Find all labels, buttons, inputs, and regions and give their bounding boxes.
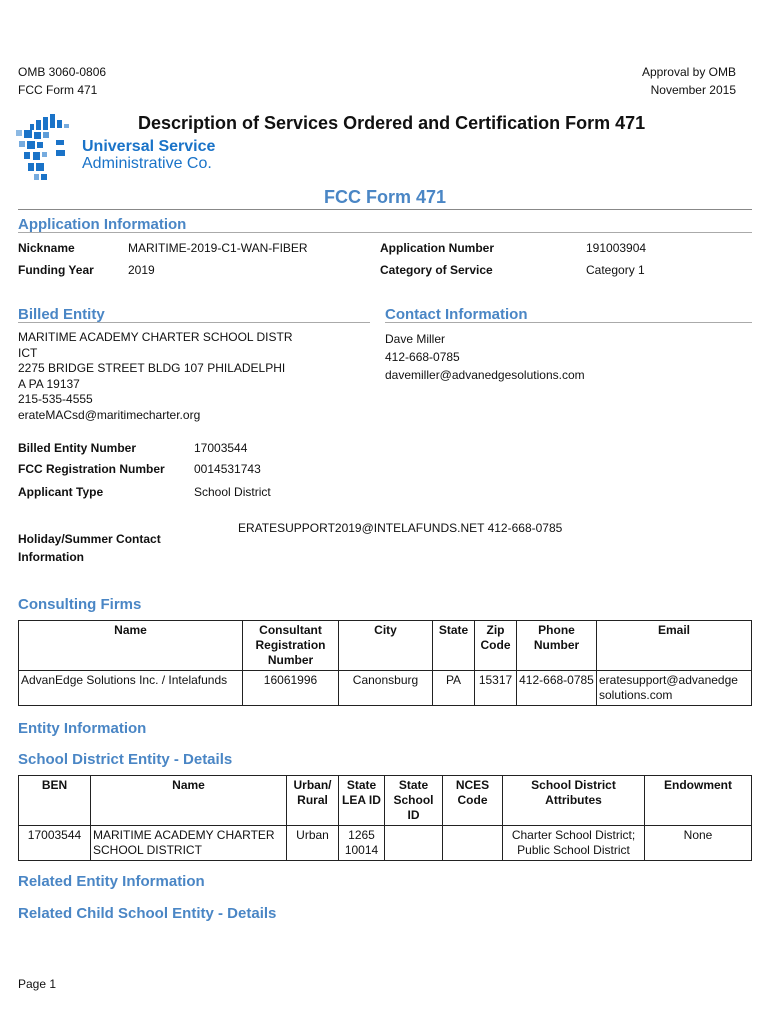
col-zip: [475, 621, 517, 671]
entity-urban-rural: Urban: [287, 826, 339, 861]
omb-number: OMB 3060-0806: [18, 65, 107, 79]
billed-entity-address: [18, 330, 292, 423]
firm-state: PA: [433, 671, 475, 706]
billed-entity-title: Billed Entity: [18, 306, 105, 323]
applicant-type-label: Applicant Type: [18, 485, 104, 499]
billed-entity-email: erateMACsd@maritimecharter.org: [18, 407, 201, 422]
col-district-attributes: [503, 776, 645, 826]
entity-district-attributes: [503, 826, 645, 861]
table-row: [19, 826, 752, 861]
header-line: School District: [531, 778, 616, 792]
entity-state-school-id: [385, 826, 443, 861]
application-divider: [18, 232, 752, 233]
firm-city: Canonsburg: [339, 671, 433, 706]
attr-line: Public School District: [517, 843, 630, 857]
nickname-label: Nickname: [18, 241, 75, 255]
col-urban-rural: [287, 776, 339, 826]
contact-block: [385, 330, 585, 384]
col-state-school-id: [385, 776, 443, 826]
holiday-contact-value: ERATESUPPORT2019@INTELAFUNDS.NET 412-668-0785: [238, 521, 563, 535]
address-line: 2275 BRIDGE STREET BLDG 107 PHILADELPHI: [18, 361, 286, 375]
col-entity-name: Name: [91, 776, 287, 826]
firm-email: [597, 671, 752, 706]
usac-logo-icon: [16, 114, 72, 184]
category-label: Category of Service: [380, 263, 493, 277]
omb-approval: Approval by OMB: [641, 65, 736, 79]
header-line: LEA ID: [342, 793, 381, 807]
firm-zip: 15317: [475, 671, 517, 706]
header-line: State: [398, 778, 429, 792]
holiday-label-line: Holiday/Summer Contact: [18, 532, 161, 546]
header-line: Registration: [255, 638, 326, 652]
category-value: Category 1: [586, 263, 645, 277]
holiday-label-line: Information: [18, 550, 84, 564]
page-title: Description of Services Ordered and Certification Form 471: [138, 113, 646, 133]
entity-name: [91, 826, 287, 861]
table-row: [19, 671, 752, 706]
header-line: Urban/: [293, 778, 332, 792]
entity-ben: 17003544: [19, 826, 91, 861]
header-line: ID: [407, 808, 420, 822]
billed-entity-divider: [18, 322, 370, 323]
col-phone: [517, 621, 597, 671]
logo-text-administrative: Administrative Co.: [82, 155, 212, 172]
billed-entity-phone: 215-535-4555: [18, 392, 93, 406]
email-line: eratesupport@advanedge: [599, 673, 738, 687]
name-line: MARITIME ACADEMY CHARTER: [93, 828, 275, 842]
table-header-row: [19, 621, 752, 671]
page-number: Page 1: [18, 977, 57, 991]
related-entity-title: Related Entity Information: [18, 873, 205, 890]
school-district-table: [18, 775, 752, 861]
ben-label: Billed Entity Number: [18, 441, 137, 455]
header-line: Consultant: [259, 623, 322, 637]
entity-section-title: Entity Information: [18, 720, 147, 737]
contact-divider: [385, 322, 752, 323]
header-line: Zip: [486, 623, 505, 637]
form-heading: FCC Form 471: [323, 187, 447, 207]
contact-section-title: Contact Information: [385, 306, 528, 323]
header-line: NCES: [455, 778, 490, 792]
logo-text-universal-service: Universal Service: [82, 138, 216, 155]
funding-year-value: 2019: [128, 263, 155, 277]
col-state: State: [433, 621, 475, 671]
contact-name: Dave Miller: [385, 332, 446, 346]
application-number-label: Application Number: [380, 241, 495, 255]
lea-line: 10014: [344, 843, 379, 857]
address-line: MARITIME ACADEMY CHARTER SCHOOL DISTR: [18, 330, 293, 344]
col-nces: [443, 776, 503, 826]
col-name: Name: [19, 621, 243, 671]
header-line: Rural: [297, 793, 328, 807]
header-line: Phone: [538, 623, 575, 637]
col-ben: BEN: [19, 776, 91, 826]
holiday-contact-label: [18, 530, 161, 566]
related-child-school-title: Related Child School Entity - Details: [18, 905, 277, 922]
address-line: A PA 19137: [18, 376, 80, 391]
funding-year-label: Funding Year: [18, 263, 94, 277]
attr-line: Charter School District;: [511, 828, 636, 842]
header-line: School: [393, 793, 434, 807]
consulting-firms-table: [18, 620, 752, 706]
form-number: FCC Form 471: [18, 83, 98, 97]
name-line: SCHOOL DISTRICT: [93, 843, 202, 857]
header-line: Number: [267, 653, 314, 667]
header-line: State: [346, 778, 377, 792]
application-section-title: Application Information: [18, 216, 187, 233]
contact-phone: 412-668-0785: [385, 350, 460, 364]
ben-value: 17003544: [194, 441, 248, 455]
col-consultant-reg: [243, 621, 339, 671]
nickname-value: MARITIME-2019-C1-WAN-FIBER: [128, 241, 308, 255]
email-line: solutions.com: [599, 688, 673, 702]
header-line: Number: [533, 638, 580, 652]
firm-name: AdvanEdge Solutions Inc. / Intelafunds: [19, 671, 243, 706]
consulting-section-title: Consulting Firms: [18, 596, 142, 613]
col-email: Email: [597, 621, 752, 671]
col-state-lea: [339, 776, 385, 826]
fcc-registration-value: 0014531743: [194, 462, 261, 476]
address-line: ICT: [18, 345, 38, 360]
contact-email: davemiller@advanedgesolutions.com: [385, 368, 585, 382]
school-district-details-title: School District Entity - Details: [18, 751, 233, 768]
heading-divider: [18, 209, 752, 210]
entity-endowment: None: [645, 826, 752, 861]
table-header-row: [19, 776, 752, 826]
application-number-value: 191003904: [586, 241, 647, 255]
omb-approval-date: November 2015: [650, 83, 736, 97]
header-line: Code: [457, 793, 488, 807]
entity-nces: [443, 826, 503, 861]
entity-state-lea: [339, 826, 385, 861]
lea-line: 1265: [348, 828, 375, 842]
header-line: Attributes: [545, 793, 602, 807]
col-city: City: [339, 621, 433, 671]
applicant-type-value: School District: [194, 485, 271, 499]
firm-reg-number: 16061996: [243, 671, 339, 706]
col-endowment: Endowment: [645, 776, 752, 826]
fcc-registration-label: FCC Registration Number: [18, 462, 165, 476]
header-line: Code: [480, 638, 511, 652]
firm-phone: 412-668-0785: [517, 671, 597, 706]
